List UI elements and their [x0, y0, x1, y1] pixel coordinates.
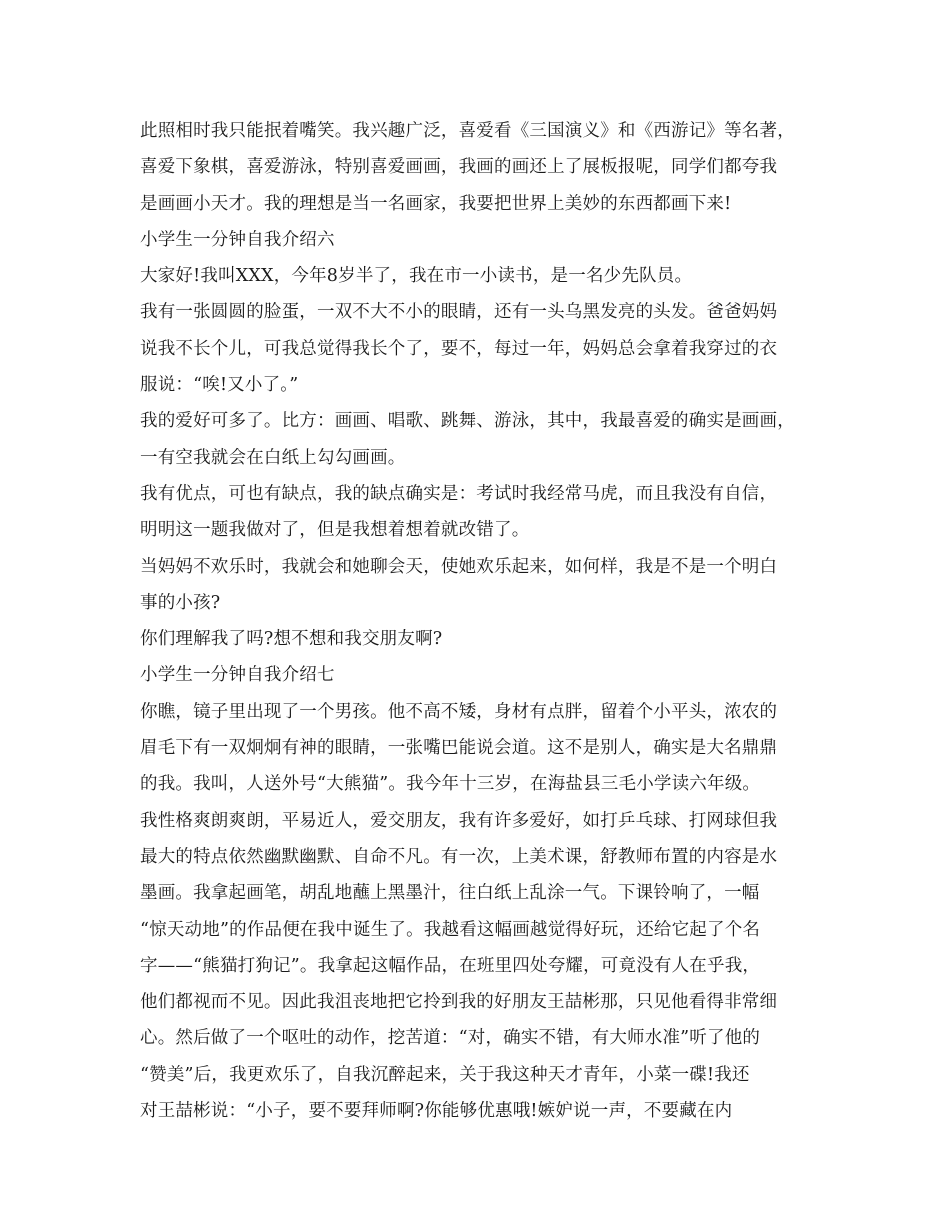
text-line: 我性格爽朗爽朗，平易近人，爱交朋友，我有许多爱好，如打乒乓球、打网球但我 [140, 810, 778, 831]
text-line: 大家好!我叫XXX，今年8岁半了，我在市一小读书，是一名少先队员。 [140, 266, 693, 287]
text-line: 此照相时我只能抿着嘴笑。我兴趣广泛，喜爱看《三国演义》和《西游记》等名著， [140, 121, 795, 141]
text-line: 你们理解我了吗?想不想和我交朋友啊? [140, 629, 443, 650]
text-line: 说我不长个儿，可我总觉得我长个了，要不，每过一年，妈妈总会拿着我穿过的衣 [140, 338, 778, 359]
text-line: 你瞧，镜子里出现了一个男孩。他不高不矮，身材有点胖，留着个小平头，浓农的 [140, 701, 778, 722]
text-line: 心。然后做了一个呕吐的动作，挖苦道：“对，确实不错，有大师水准”听了他的 [140, 1028, 761, 1049]
section-heading: 小学生一分钟自我介绍七 [140, 665, 335, 686]
text-line: 我有优点，可也有缺点，我的缺点确实是：考试时我经常马虎，而且我没有自信， [140, 483, 778, 504]
text-line: 当妈妈不欢乐时，我就会和她聊会天，使她欢乐起来，如何样，我是不是一个明白 [140, 556, 778, 577]
text-line: 是画画小天才。我的理想是当一名画家，我要把世界上美妙的东西都画下来! [140, 193, 732, 214]
text-line: 最大的特点依然幽默幽默、自命不凡。有一次，上美术课，舒教师布置的内容是水 [140, 846, 778, 867]
document-body [140, 113, 820, 1129]
text-line: 的我。我叫，人送外号“大熊猫”。我今年十三岁，在海盐县三毛小学读六年级。 [140, 774, 761, 795]
text-line: 喜爱下象棋，喜爱游泳，特别喜爱画画，我画的画还上了展板报呢，同学们都夸我 [140, 157, 778, 178]
text-line: 我的爱好可多了。比方：画画、唱歌、跳舞、游泳，其中，我最喜爱的确实是画画， [140, 411, 795, 432]
text-line: 我有一张圆圆的脸蛋，一双不大不小的眼睛，还有一头乌黑发亮的头发。爸爸妈妈 [140, 302, 778, 323]
text-line: 墨画。我拿起画笔，胡乱地蘸上黑墨汁，往白纸上乱涂一气。下课铃响了，一幅 [140, 883, 760, 904]
text-line: 眉毛下有一双炯炯有神的眼睛，一张嘴巴能说会道。这不是别人，确实是大名鼎鼎 [140, 738, 778, 759]
text-line: 他们都视而不见。因此我沮丧地把它拎到我的好朋友王喆彬那，只见他看得非常细 [140, 992, 778, 1013]
text-line: “惊天动地”的作品便在我中诞生了。我越看这幅画越觉得好玩，还给它起了个名 [140, 919, 761, 940]
text-line: 对王喆彬说：“小子，要不要拜师啊?你能够优惠哦!嫉妒说一声，不要藏在内 [140, 1101, 733, 1122]
section-heading: 小学生一分钟自我介绍六 [140, 229, 335, 250]
text-line: 一有空我就会在白纸上勾勾画画。 [140, 447, 406, 468]
text-line: 事的小孩? [140, 592, 221, 613]
text-line: 服说：“唉!又小了。” [140, 375, 299, 396]
text-line: 字——“熊猫打狗记”。我拿起这幅作品，在班里四处夸耀，可竟没有人在乎我， [140, 955, 761, 976]
text-line: 明明这一题我做对了，但是我想着想着就改错了。 [140, 520, 530, 541]
text-line: “赞美”后，我更欢乐了，自我沉醉起来，关于我这种天才青年，小菜一碟!我还 [140, 1064, 750, 1085]
